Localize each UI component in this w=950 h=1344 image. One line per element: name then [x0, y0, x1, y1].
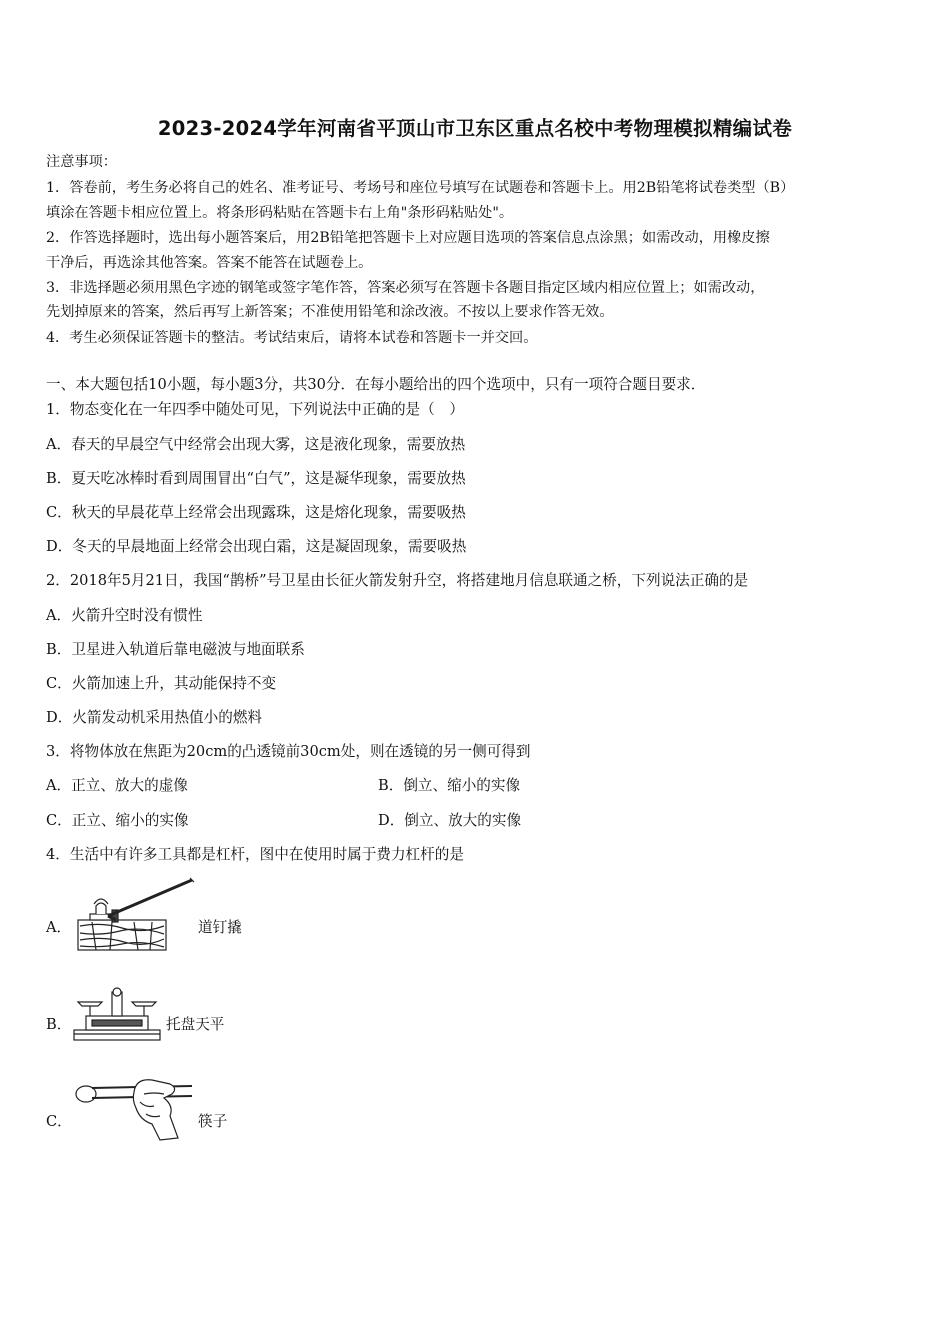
question-1-option-c: C．秋天的早晨花草上经常会出现露珠，这是熔化现象，需要吸热 — [46, 504, 466, 521]
question-4-option-c-letter: C． — [46, 1113, 72, 1130]
page-title: 2023-2024学年河南省平顶山市卫东区重点名校中考物理模拟精编试卷 — [157, 117, 793, 140]
question-3-option-b: B．倒立、缩小的实像 — [378, 777, 521, 794]
question-4-option-b-label: 托盘天平 — [166, 1016, 225, 1033]
question-4-option-b-letter: B． — [46, 1016, 72, 1033]
chopsticks-figure — [74, 1072, 194, 1142]
question-1-option-a: A．春天的早晨空气中经常会出现大雾，这是液化现象，需要放热 — [46, 436, 466, 453]
question-1-option-b: B．夏天吃冰棒时看到周围冒出“白气”，这是凝华现象，需要放热 — [46, 470, 466, 487]
question-3-option-d: D．倒立、放大的实像 — [378, 812, 522, 829]
notice-line: 3．非选择题必须用黑色字迹的钢笔或签字笔作答，答案必须写在答题卡各题目指定区域内相应位置上；如需改动， — [46, 280, 765, 296]
question-1-option-d: D．冬天的早晨地面上经常会出现白霜，这是凝固现象，需要吸热 — [46, 538, 467, 555]
notice-line: 4．考生必须保证答题卡的整洁。考试结束后，请将本试卷和答题卡一并交回。 — [46, 330, 538, 346]
question-3-option-c: C．正立、缩小的实像 — [46, 812, 189, 829]
question-3-stem: 3．将物体放在焦距为20cm的凸透镜前30cm处，则在透镜的另一侧可得到 — [46, 743, 531, 760]
question-2-option-d: D．火箭发动机采用热值小的燃料 — [46, 709, 263, 726]
notice-heading: 注意事项： — [46, 154, 117, 170]
notice-line: 1．答卷前，考生务必将自己的姓名、准考证号、考场号和座位号填写在试题卷和答题卡上。用2B铅笔将试卷类型（B） — [46, 180, 795, 196]
question-3-option-a: A．正立、放大的虚像 — [46, 777, 188, 794]
balance-figure — [72, 986, 162, 1046]
question-4-option-a-letter: A． — [46, 919, 72, 936]
question-2-option-b: B．卫星进入轨道后靠电磁波与地面联系 — [46, 641, 305, 658]
crowbar-figure — [72, 876, 197, 956]
notice-line: 填涂在答题卡相应位置上。将条形码粘贴在答题卡右上角"条形码粘贴处"。 — [46, 205, 514, 221]
question-4-stem: 4．生活中有许多工具都是杠杆，图中在使用时属于费力杠杆的是 — [46, 846, 464, 863]
notice-line: 干净后，再选涂其他答案。答案不能答在试题卷上。 — [46, 255, 373, 271]
question-4-option-c-label: 筷子 — [198, 1113, 228, 1130]
question-4-option-a-label: 道钉撬 — [198, 919, 242, 936]
question-2-option-a: A．火箭升空时没有惯性 — [46, 607, 203, 624]
question-1-stem: 1．物态变化在一年四季中随处可见，下列说法中正确的是（ ） — [46, 401, 464, 418]
question-2-stem: 2．2018年5月21日，我国“鹊桥”号卫星由长征火箭发射升空，将搭建地月信息联通之桥，下列说法正确的是 — [46, 572, 749, 589]
question-2-option-c: C．火箭加速上升，其动能保持不变 — [46, 675, 277, 692]
notice-line: 2．作答选择题时，选出每小题答案后，用2B铅笔把答题卡上对应题目选项的答案信息点涂黑；如需改动，用橡皮擦 — [46, 230, 770, 246]
section-heading: 一、本大题包括10小题，每小题3分，共30分．在每小题给出的四个选项中，只有一项符合题目要求． — [46, 376, 706, 393]
notice-line: 先划掉原来的答案，然后再写上新答案；不准使用铅笔和涂改液。不按以上要求作答无效。 — [46, 304, 614, 320]
